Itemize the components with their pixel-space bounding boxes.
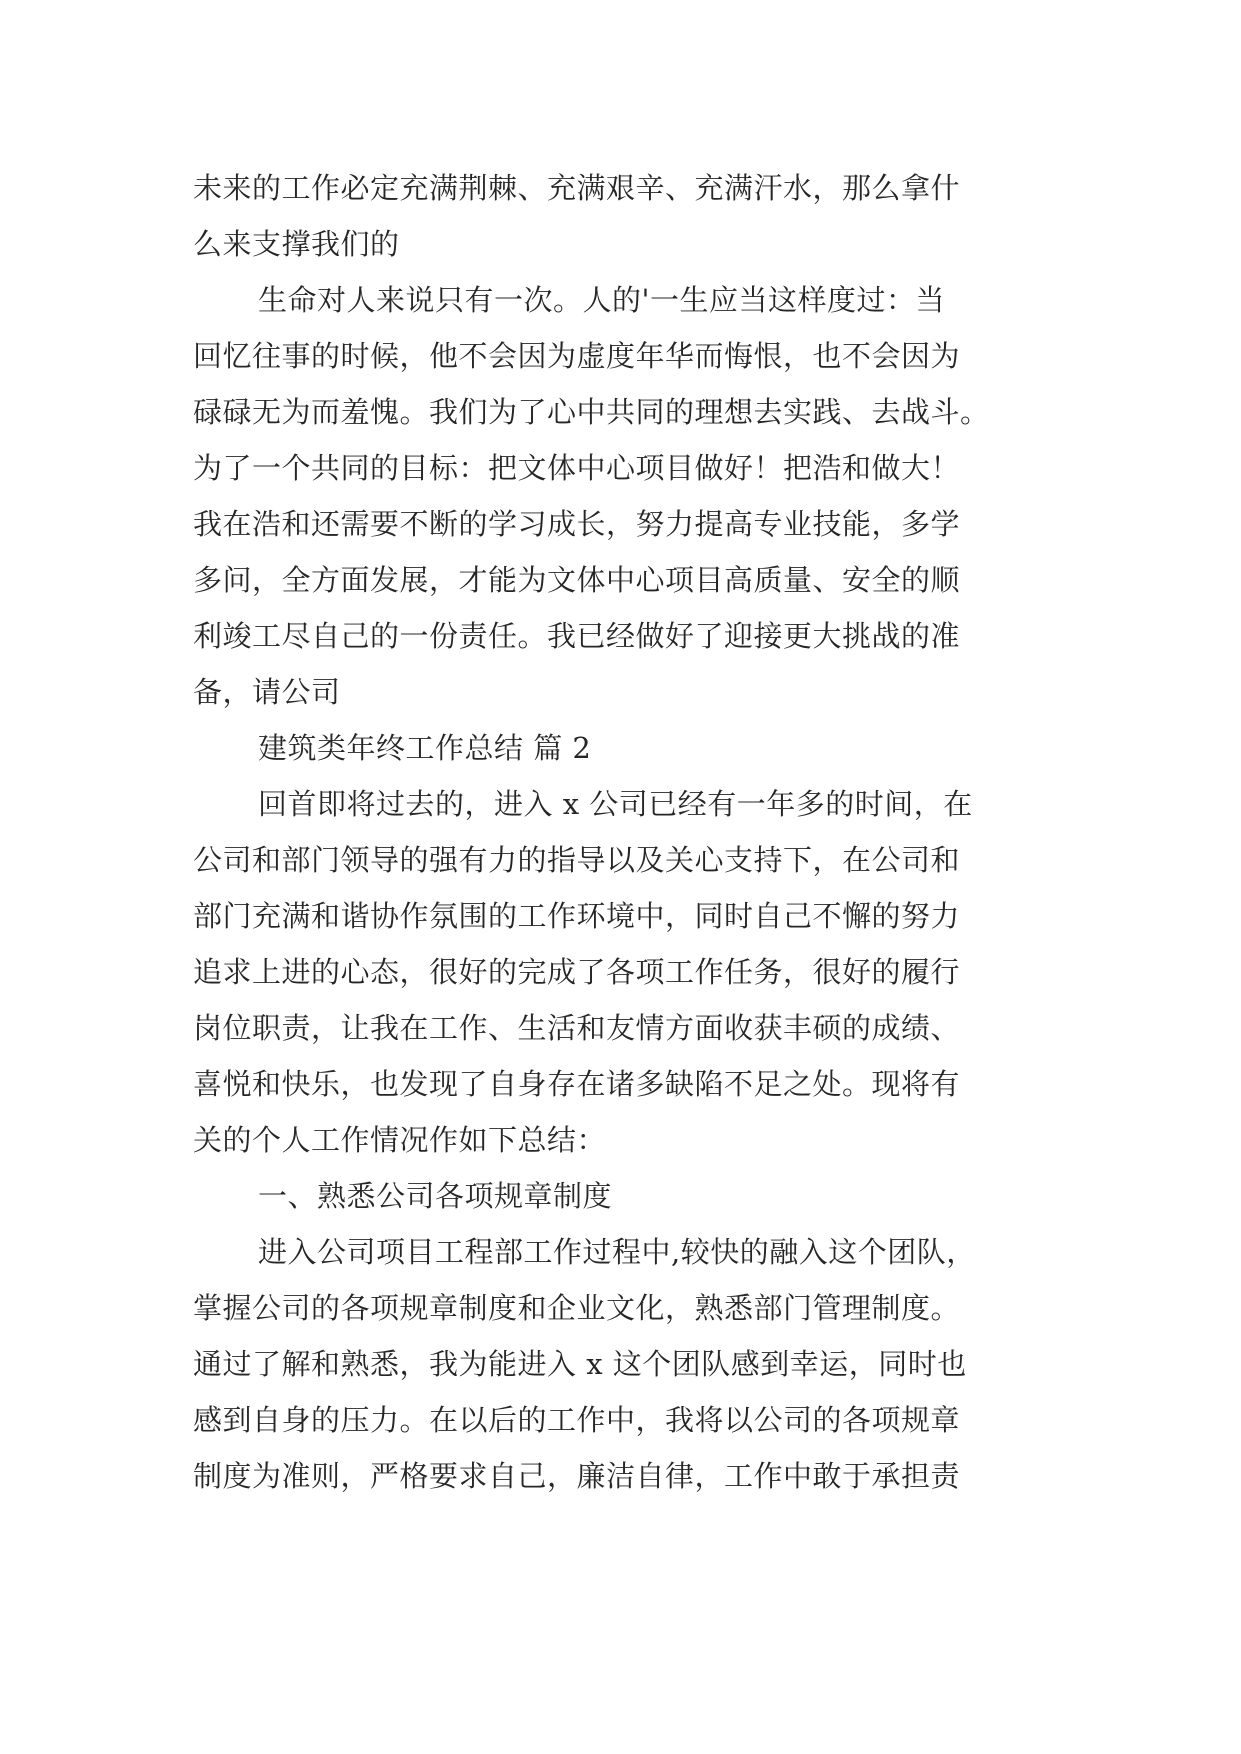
text-line: 碌碌无为而羞愧。我们为了心中共同的理想去实践、去战斗。: [193, 395, 990, 429]
text-line: 进入公司项目工程部工作过程中,较快的融入这个团队，: [258, 1235, 976, 1269]
subsection-heading: 一、熟悉公司各项规章制度: [258, 1179, 613, 1213]
text-line: 部门充满和谐协作氛围的工作环境中，同时自己不懈的努力: [193, 899, 961, 933]
text-line: 未来的工作必定充满荆棘、充满艰辛、充满汗水，那么拿什: [193, 171, 961, 205]
text-line: 多问，全方面发展，才能为文体中心项目高质量、安全的顺: [193, 563, 961, 597]
text-line: 生命对人来说只有一次。人的'一生应当这样度过：当: [258, 283, 945, 317]
text-line: 岗位职责，让我在工作、生活和友情方面收获丰硕的成绩、: [193, 1011, 961, 1045]
text-line: 制度为准则，严格要求自己，廉洁自律，工作中敢于承担责: [193, 1459, 961, 1493]
text-line: 掌握公司的各项规章制度和企业文化，熟悉部门管理制度。: [193, 1291, 961, 1325]
text-line: 回首即将过去的，进入 x 公司已经有一年多的时间，在: [258, 787, 973, 821]
text-line: 追求上进的心态，很好的完成了各项工作任务，很好的履行: [193, 955, 961, 989]
text-line: 回忆往事的时候，他不会因为虚度年华而悔恨，也不会因为: [193, 339, 961, 373]
text-line: 备，请公司: [193, 675, 341, 709]
text-line: 关的个人工作情况作如下总结：: [193, 1123, 607, 1157]
text-line: 我在浩和还需要不断的学习成长，努力提高专业技能，多学: [193, 507, 961, 541]
text-line: 利竣工尽自己的一份责任。我已经做好了迎接更大挑战的准: [193, 619, 961, 653]
text-line: 通过了解和熟悉，我为能进入 x 这个团队感到幸运，同时也: [193, 1347, 967, 1381]
text-line: 感到自身的压力。在以后的工作中，我将以公司的各项规章: [193, 1403, 961, 1437]
text-line: 公司和部门领导的强有力的指导以及关心支持下，在公司和: [193, 843, 961, 877]
text-line: 为了一个共同的目标：把文体中心项目做好！把浩和做大！: [193, 451, 961, 485]
text-line: 么来支撑我们的: [193, 227, 400, 261]
section-heading: 建筑类年终工作总结 篇 2: [258, 731, 592, 765]
text-line: 喜悦和快乐，也发现了自身存在诸多缺陷不足之处。现将有: [193, 1067, 961, 1101]
